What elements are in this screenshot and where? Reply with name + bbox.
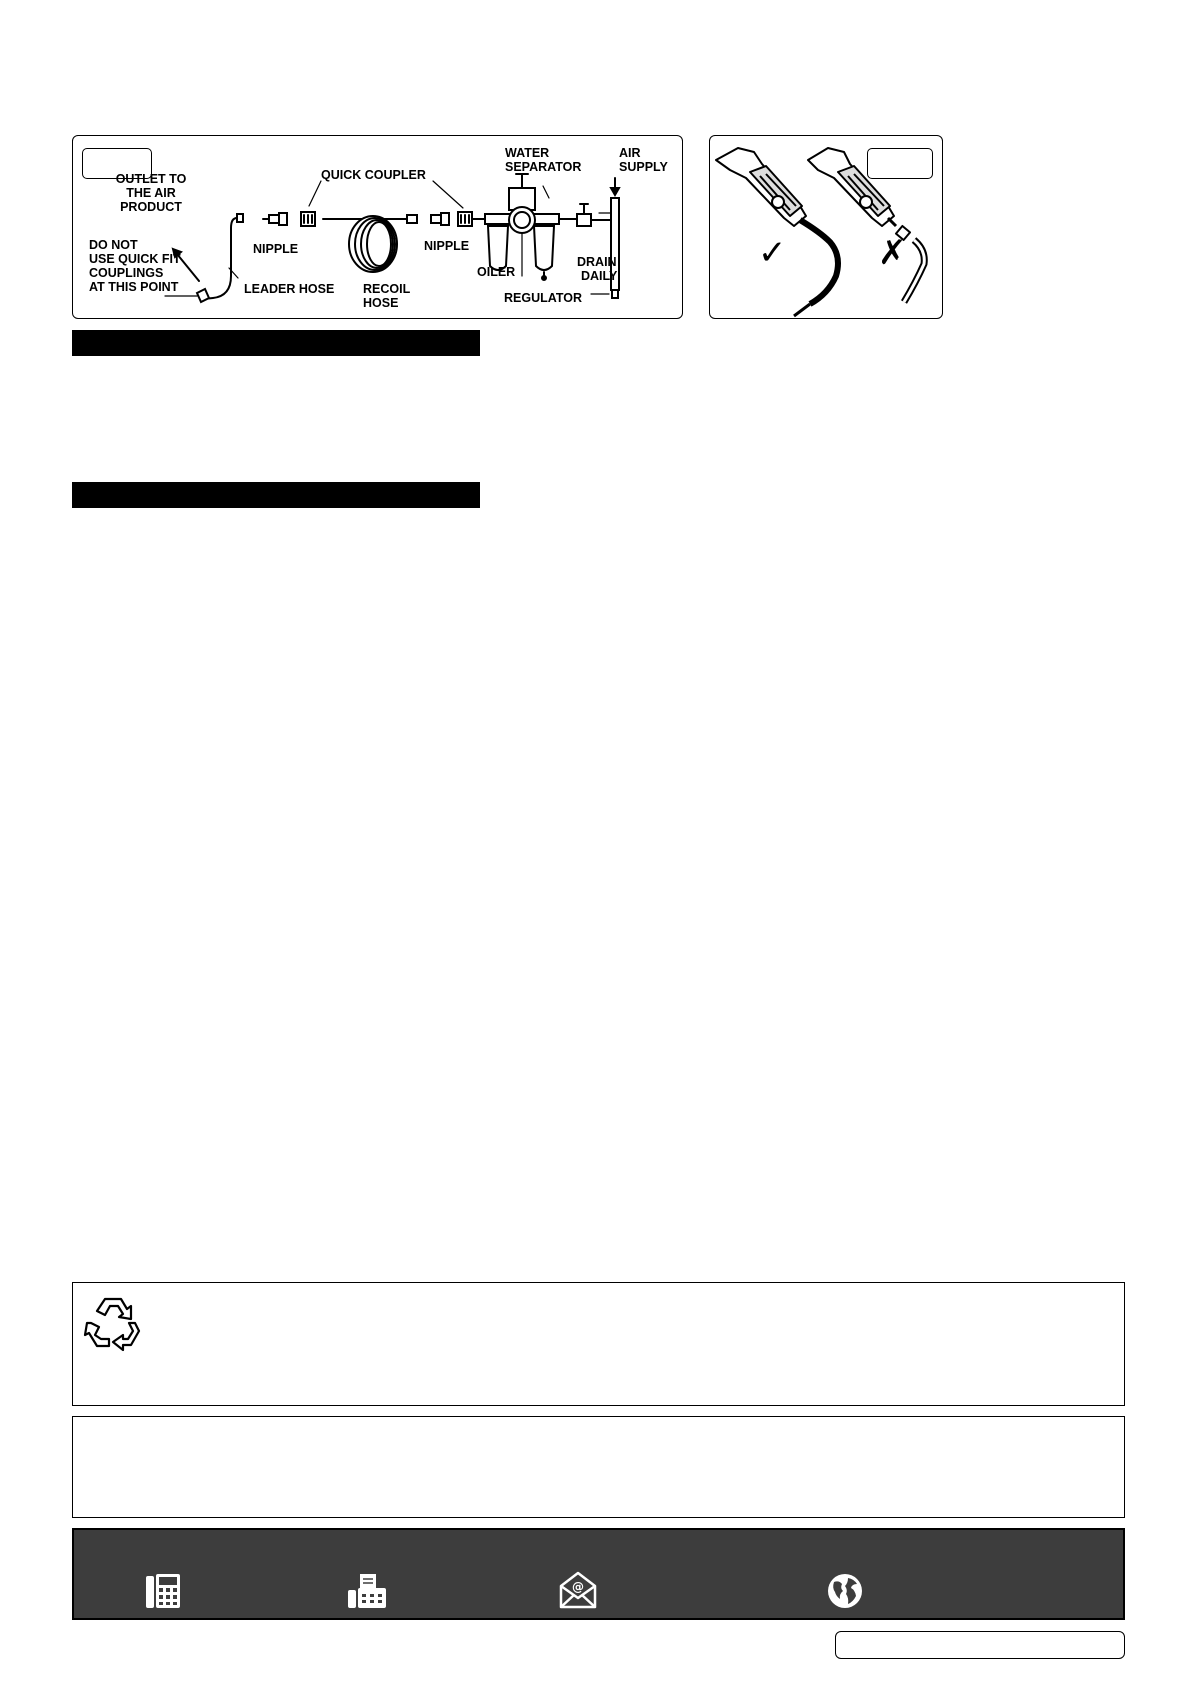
label-nipple-right: NIPPLE — [424, 239, 470, 253]
tool-correct — [716, 148, 838, 316]
label-outlet-line2: THE AIR — [126, 186, 176, 200]
recoil-hose — [323, 215, 417, 272]
label-do-not-line4: AT THIS POINT — [89, 280, 179, 294]
label-leader-hose: LEADER HOSE — [244, 282, 335, 296]
contact-bar — [72, 1528, 1125, 1620]
label-do-not-line3: COUPLINGS — [89, 266, 164, 280]
label-outlet-line3: PRODUCT — [120, 200, 182, 214]
document-reference-box — [835, 1631, 1125, 1659]
fax-icon — [346, 1572, 388, 1610]
quick-coupler-left — [301, 212, 315, 226]
email-icon — [558, 1570, 598, 1610]
phone-icon — [144, 1572, 182, 1610]
correct-checkmark: ✓ — [758, 233, 787, 273]
label-recoil-hose-line1: RECOIL — [363, 282, 411, 296]
label-quick-coupler: QUICK COUPLER — [321, 168, 426, 182]
tool-incorrect — [808, 148, 924, 302]
label-do-not-line1: DO NOT — [89, 238, 138, 252]
figure-hose-connection — [709, 135, 943, 319]
label-drain-line1: DRAIN — [577, 255, 617, 269]
label-air-supply-line1: AIR — [619, 146, 641, 160]
quick-coupler-right — [458, 212, 472, 226]
label-recoil-hose-line2: HOSE — [363, 296, 399, 310]
section-heading-bar-1 — [72, 330, 480, 356]
recycle-icon — [83, 1293, 143, 1353]
figure-air-supply-layout — [72, 135, 683, 319]
label-outlet-line1: OUTLET TO — [115, 172, 187, 186]
globe-icon — [826, 1572, 864, 1610]
tool-illustrations — [710, 136, 944, 320]
label-water-separator-line1: WATER — [505, 146, 550, 160]
label-do-not-line2: USE QUICK FIT — [89, 252, 181, 266]
label-regulator: REGULATOR — [504, 291, 583, 305]
incorrect-cross: ✗ — [878, 233, 907, 273]
note-box — [72, 1416, 1125, 1518]
label-air-supply-line2: SUPPLY — [619, 160, 668, 174]
label-water-separator-line2: SEPARATOR — [505, 160, 582, 174]
label-drain-line2: DAILY — [581, 269, 618, 283]
nipple-right — [431, 213, 449, 225]
section-heading-bar-2 — [72, 482, 480, 508]
nipple-left — [263, 213, 287, 225]
air-supply-valve — [559, 198, 619, 298]
svg-text:@: @ — [572, 1580, 584, 1594]
leader-hose — [203, 218, 241, 299]
label-oiler: OILER — [477, 265, 516, 279]
label-nipple-left: NIPPLE — [253, 242, 299, 256]
environment-protection-box — [72, 1282, 1125, 1406]
